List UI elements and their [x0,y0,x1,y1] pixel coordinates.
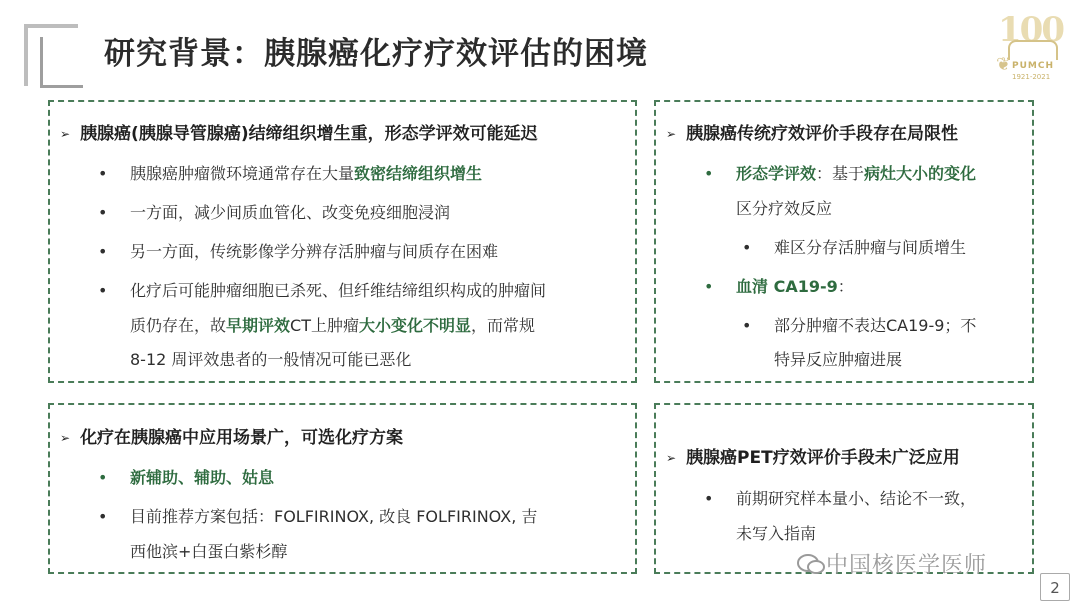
bullet-icon: • [98,281,108,300]
arrow-bullet-icon: ➢ [60,431,71,445]
arrow-bullet-icon: ➢ [60,127,71,141]
panel-heading: ➢ 胰腺癌传统疗效评价手段存在局限性 [666,124,959,144]
wechat-icon [796,553,826,575]
arrow-bullet-icon: ➢ [666,451,677,465]
pumch-100-logo: 100 ❦ PUMCH 1921-2021 [996,10,1063,81]
bullet-icon: • [704,164,714,183]
panel-pet-evaluation: ➢ 胰腺癌PET疗效评价手段未广泛应用 • 前期研究样本量小、结论不一致， 未写入指南 [654,403,1034,574]
arrow-bullet-icon: ➢ [666,127,677,141]
bullet-icon: • [704,277,714,296]
slide-number: 2 [1040,573,1070,601]
panel-heading: ➢ 胰腺癌PET疗效评价手段未广泛应用 [666,448,960,468]
bullet-icon: • [98,203,108,222]
panel-traditional-evaluation: ➢ 胰腺癌传统疗效评价手段存在局限性 • 形态学评效：基于病灶大小的变化 区分疗效反应 • 难区分存活肿瘤与间质增生 • 血清 CA19-9： • 部分肿瘤不表达CA19-9；不 特异反应肿瘤进展 [654,100,1034,383]
panel-chemo-scenarios: ➢ 化疗在胰腺癌中应用场景广，可选化疗方案 • 新辅助、辅助、姑息 • 目前推荐方案包括：FOLFIRINOX, 改良 FOLFIRINOX, 吉 西他滨+白蛋白紫杉醇 [48,403,637,574]
bullet-icon: • [704,489,714,508]
page-title: 研究背景：胰腺癌化疗疗效评估的困境 [104,36,648,72]
bullet-icon: • [742,316,752,335]
bullet-icon: • [98,164,108,183]
watermark: 中国核医学医师 [796,548,987,579]
bullet-icon: • [98,507,108,526]
bullet-icon: • [98,242,108,261]
bullet-icon: • [742,238,752,257]
panel-heading: ➢ 胰腺癌(胰腺导管腺癌)结缔组织增生重，形态学评效可能延迟 [60,124,538,144]
panel-heading: ➢ 化疗在胰腺癌中应用场景广，可选化疗方案 [60,428,404,448]
panel-chemo-challenge: ➢ 胰腺癌(胰腺导管腺癌)结缔组织增生重，形态学评效可能延迟 • 胰腺癌肿瘤微环境通常存在大量致密结缔组织增生 • 一方面，减少间质血管化、改变免疫细胞浸润 • 另一方面，传统影像学分辨存活肿瘤与间质存在困难 • 化疗后可能肿瘤细胞已杀死、但纤维结缔组织构成的肿瘤间 质仍存在，故早期评效CT上肿瘤大小变化不明显，而常规 8-12 周评效患者的一般情况可能已恶化 [48,100,637,383]
bullet-icon: • [98,468,108,487]
